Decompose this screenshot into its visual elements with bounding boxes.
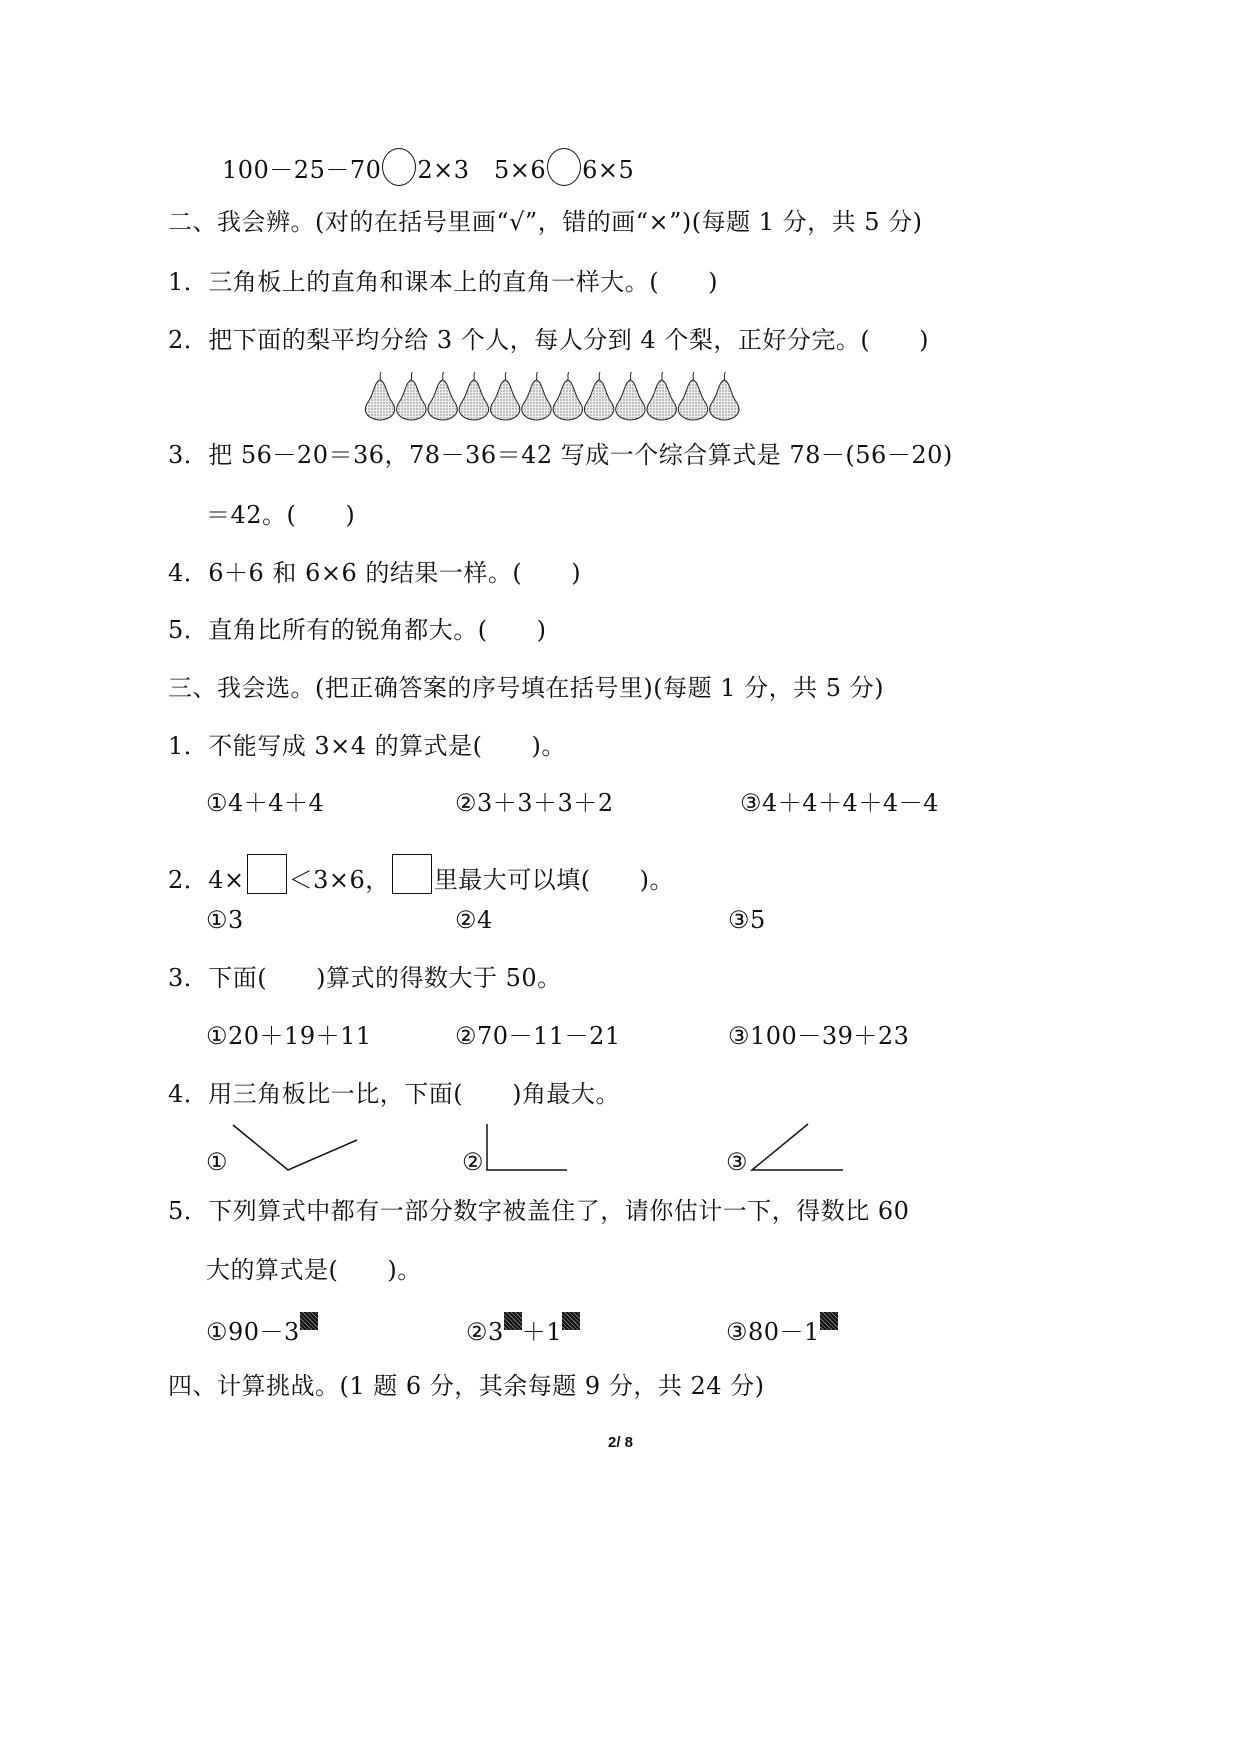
question: 2．把下面的梨平均分给 3 个人，每人分到 4 个梨，正好分完。( ) <box>168 326 930 354</box>
question-cont: 大的算式是( )。 <box>206 1256 422 1284</box>
option <box>726 1312 838 1348</box>
question: 4．6＋6 和 6×6 的结果一样。( ) <box>168 559 582 587</box>
covered-digit <box>562 1312 580 1330</box>
section-title: 二、我会辨。(对的在括号里画“√”，错的画“×”)(每题 1 分，共 5 分) <box>168 208 923 236</box>
question-cont: ＝42。( ) <box>206 501 356 529</box>
text: ①90－3 <box>206 1318 300 1346</box>
option: ①3 <box>206 906 244 934</box>
option: ②3＋3＋3＋2 <box>455 789 614 817</box>
option: ③ <box>726 1148 749 1176</box>
expr: 6×5 <box>582 156 635 184</box>
option: ③4＋4＋4＋4－4 <box>740 789 939 817</box>
option <box>206 1312 318 1348</box>
question: 1．不能写成 3×4 的算式是( )。 <box>168 732 566 760</box>
option <box>466 1312 580 1348</box>
expr: 2×3 <box>417 156 470 184</box>
question: 1．三角板上的直角和课本上的直角一样大。( ) <box>168 268 718 296</box>
option: ③100－39＋23 <box>728 1022 910 1050</box>
text: 2．4× <box>168 866 245 894</box>
question: 5．直角比所有的锐角都大。( ) <box>168 616 547 644</box>
covered-digit <box>504 1312 522 1330</box>
text: 里最大可以填( )。 <box>433 866 675 894</box>
section-title: 三、我会选。(把正确答案的序号填在括号里)(每题 1 分，共 5 分) <box>168 674 885 702</box>
covered-digit <box>820 1312 838 1330</box>
option: ③5 <box>728 906 766 934</box>
option: ②70－11－21 <box>455 1022 621 1050</box>
text: ＋1 <box>521 1318 563 1346</box>
option: ①4＋4＋4 <box>206 789 325 817</box>
expr: 100－25－70 <box>222 156 382 184</box>
covered-digit <box>300 1312 318 1330</box>
expr: 5×6 <box>493 156 547 184</box>
obtuse-angle <box>233 1125 357 1170</box>
text: ②3 <box>466 1318 504 1346</box>
question: 5．下列算式中都有一部分数字被盖住了，请你估计一下，得数比 60 <box>168 1197 910 1225</box>
question: 3．把 56－20＝36，78－36＝42 写成一个综合算式是 78－(56－20) <box>168 441 953 469</box>
acute-angle <box>752 1124 843 1170</box>
text: ＜3×6， <box>288 866 390 894</box>
right-angle <box>487 1124 567 1170</box>
section-title: 四、计算挑战。(1 题 6 分，其余每题 9 分，共 24 分) <box>168 1372 765 1400</box>
option: ② <box>462 1148 485 1176</box>
question: 4．用三角板比一比，下面( )角最大。 <box>168 1080 620 1108</box>
option: ① <box>206 1148 229 1176</box>
page-number: 2/ 8 <box>607 1434 634 1451</box>
text: ③80－1 <box>726 1318 820 1346</box>
question: 3．下面( )算式的得数大于 50。 <box>168 964 562 992</box>
option: ②4 <box>455 906 493 934</box>
option: ①20＋19＋11 <box>206 1022 372 1050</box>
